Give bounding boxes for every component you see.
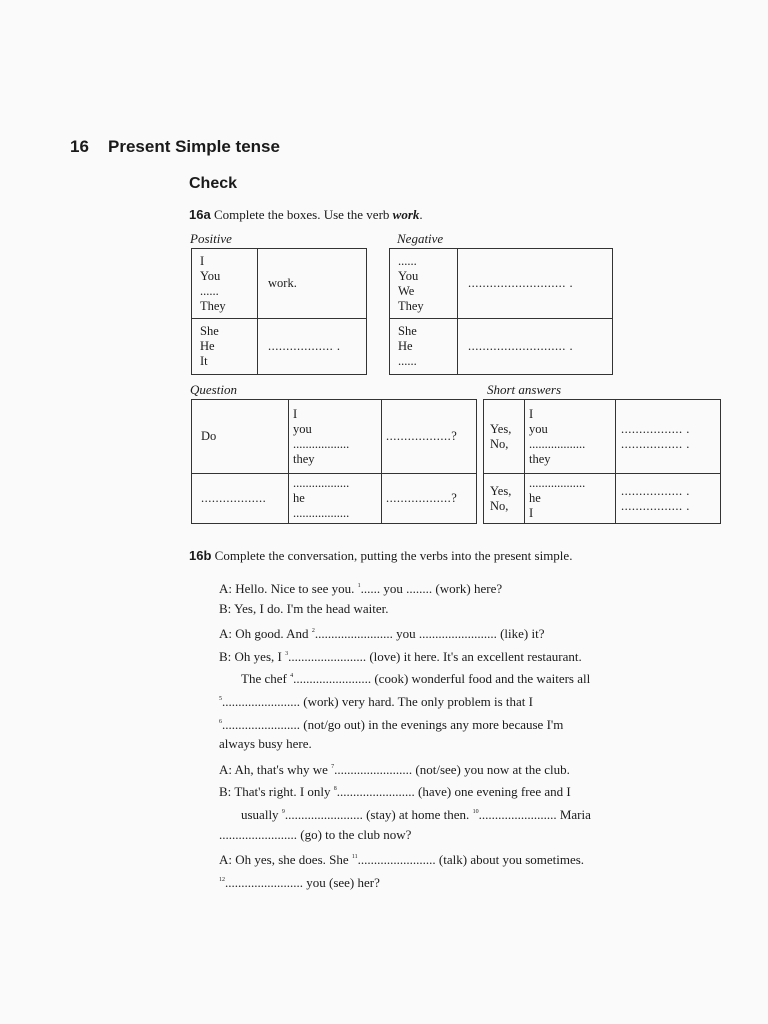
negative-verb-2-blank[interactable]: ........................... .: [458, 319, 613, 375]
conversation-line: A: Ah, that's why we $^7$........................ (not/see) you now at the club.: [219, 761, 570, 777]
short-pronouns-2: .................. he I: [525, 474, 616, 524]
target-verb: work: [392, 207, 420, 222]
conversation-line: $^{12}$........................ you (see) her?: [219, 874, 380, 890]
conversation-line: $^5$........................ (work) very hard. The only problem is that I: [219, 693, 533, 709]
question-pronouns-2: .................. he ..................: [289, 474, 382, 524]
conversation-line: $^6$........................ (not/go out) in the evenings any more because I'm: [219, 716, 564, 732]
section-heading: Check: [189, 175, 238, 192]
conversation-line: usually $^9$........................ (stay) at home then. $^{10}$........................ Maria: [241, 806, 591, 822]
question-aux-1: Do: [192, 400, 289, 474]
conversation-line: B: That's right. I only $^8$........................ (have) one evening free and I: [219, 784, 571, 800]
question-table: [191, 399, 477, 524]
conversation-line: A: Oh good. And $^2$........................ you ........................ (like) it?: [219, 626, 545, 642]
conversation-line: A: Oh yes, she does. She $^{11}$........................ (talk) about you sometimes.: [219, 852, 585, 868]
short-pronouns-1: I you .................. they: [525, 400, 616, 474]
positive-pronouns-1: I You ...... They: [192, 249, 258, 319]
instruction-text: Complete the boxes. Use the verb: [213, 207, 390, 222]
unit-number: 16: [70, 137, 89, 156]
short-answers-1-blank[interactable]: ................. . ................. .: [616, 400, 721, 474]
positive-caption: Positive: [190, 231, 232, 246]
conversation-line: B: Oh yes, I $^3$........................ (love) it here. It's an excellent restaurant.: [219, 648, 582, 664]
positive-verb-2-blank[interactable]: .................. .: [258, 319, 367, 375]
question-aux-2-blank[interactable]: ..................: [192, 474, 289, 524]
positive-table: [191, 248, 367, 375]
negative-verb-1-blank[interactable]: ........................... .: [458, 249, 613, 319]
exercise-16b-instruction: [189, 548, 572, 564]
positive-verb-1: work.: [258, 249, 367, 319]
conversation-line: A: Hello. Nice to see you. $^1$...... you ........ (work) here?: [219, 581, 503, 596]
short-yesno-1: Yes, No,: [484, 400, 525, 474]
negative-pronouns-1: ...... You We They: [390, 249, 458, 319]
question-pronouns-1: I you .................. they: [289, 400, 382, 474]
negative-table: [389, 248, 613, 375]
exercise-16a-label: 16a: [189, 207, 211, 222]
unit-title: Present Simple tense: [108, 137, 280, 156]
exercise-16b-label: 16b: [189, 548, 212, 563]
conversation-line: ........................ (go) to the club now?: [219, 826, 412, 842]
instruction-period: .: [419, 207, 423, 222]
question-caption: Question: [190, 382, 237, 397]
short-answers-2-blank[interactable]: ................. . ................. .: [616, 474, 721, 524]
short-answers-caption: Short answers: [487, 382, 562, 397]
conversation: [219, 575, 591, 891]
instruction-text: Complete the conversation, putting the verbs into the present simple.: [214, 548, 573, 563]
conversation-line: always busy here.: [219, 736, 312, 752]
positive-pronouns-2: She He It: [192, 319, 258, 375]
short-yesno-2: Yes, No,: [484, 474, 525, 524]
short-answers-table: [483, 399, 721, 524]
question-verb-2-blank[interactable]: ..................?: [382, 474, 477, 524]
negative-caption: Negative: [397, 231, 444, 246]
question-verb-1-blank[interactable]: ..................?: [382, 400, 477, 474]
conversation-line: B: Yes, I do. I'm the head waiter.: [219, 600, 389, 616]
exercise-16a-instruction: [189, 207, 423, 223]
conversation-line: The chef $^4$........................ (cook) wonderful food and the waiters all: [241, 671, 591, 687]
negative-pronouns-2: She He ......: [390, 319, 458, 375]
